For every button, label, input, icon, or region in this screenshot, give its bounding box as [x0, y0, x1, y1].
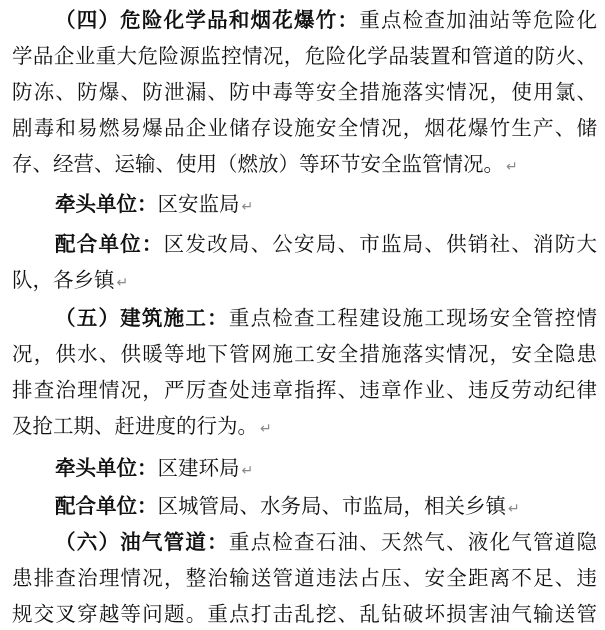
section6-line-1 — [55, 524, 597, 560]
section5-coop-unit — [55, 488, 597, 524]
paragraph-mark: ↵ — [241, 199, 254, 215]
section5-line-4 — [12, 408, 597, 444]
section4-lead-unit — [55, 186, 597, 222]
section5-line-3: 排查治理情况，严厉查处违章指挥、违章作业、违反劳动纪律 — [12, 378, 597, 402]
section5-lead-unit — [55, 450, 597, 486]
section5-line-2: 况，供水、供暖等地下管网施工安全措施落实情况，安全隐患 — [12, 342, 597, 366]
section4-coop-unit — [55, 226, 597, 262]
lead-unit-value: 区安监局 — [157, 192, 240, 216]
coop-unit-value: 区城管局、水务局、市监局，相关乡镇 — [157, 494, 506, 518]
lead-unit-label: 牵头单位： — [55, 192, 158, 216]
section4-line-1 — [55, 2, 597, 38]
section6-line-2: 患排查治理情况，整治输送管道违法占压、安全距离不足、违 — [12, 566, 597, 590]
section4-text-end: 存、经营、运输、使用（燃放）等环节安全监管情况。 — [12, 152, 504, 176]
section5-text-end: 及抢工期、赶进度的行为。 — [12, 414, 258, 438]
coop-unit-value-cont: 队，各乡镇 — [12, 268, 115, 292]
section6-line-3: 规交叉穿越等问题。重点打击乱挖、乱钻破坏损害油气输送管 — [12, 602, 597, 626]
section5-line-1 — [55, 300, 597, 336]
section5-heading: （五）建筑施工： — [55, 306, 229, 330]
section4-line-4: 剧毒和易燃易爆品企业储存设施安全情况，烟花爆竹生产、储 — [12, 116, 597, 140]
coop-unit-label: 配合单位： — [55, 494, 158, 518]
section4-coop-unit-cont — [12, 262, 597, 298]
section4-heading: （四）危险化学品和烟花爆竹： — [55, 8, 360, 32]
section4-line-2: 学品企业重大危险源监控情况，危险化学品装置和管道的防火、 — [12, 44, 597, 68]
paragraph-mark: ↵ — [241, 463, 254, 479]
paragraph-mark: ↵ — [506, 159, 518, 175]
paragraph-mark: ↵ — [508, 501, 520, 517]
lead-unit-value: 区建环局 — [157, 456, 240, 480]
paragraph-mark: ↵ — [260, 421, 272, 437]
lead-unit-label: 牵头单位： — [55, 456, 158, 480]
paragraph-mark: ↵ — [116, 275, 129, 291]
section6-text: 重点检查石油、天然气、液化气管道隐 — [228, 530, 598, 554]
section5-text: 重点检查工程建设施工现场安全管控情 — [228, 306, 598, 330]
section4-text: 重点检查加油站等危险化 — [359, 8, 598, 32]
coop-unit-label: 配合单位： — [55, 232, 164, 256]
section6-heading: （六）油气管道： — [55, 530, 229, 554]
section4-line-3: 防冻、防爆、防泄漏、防中毒等安全措施落实情况，使用氯、 — [12, 80, 597, 104]
coop-unit-value: 区发改局、公安局、市监局、供销社、消防大 — [163, 232, 598, 256]
section4-line-5 — [12, 146, 597, 182]
